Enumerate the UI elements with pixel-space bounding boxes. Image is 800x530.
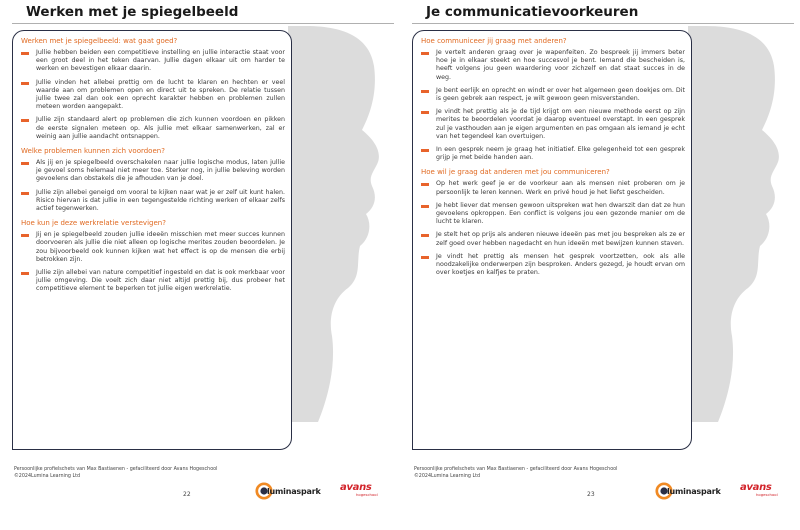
face-silhouette-graphic bbox=[288, 26, 398, 446]
section-heading: Hoe wil je graag dat anderen met jou communiceren? bbox=[421, 168, 610, 177]
bullet-icon bbox=[21, 119, 29, 122]
list-item: Op het werk geef je er de voorkeur aan als mensen niet proberen om je persoonlijk te leren kennen. Werk en privé houd je het liefst gescheiden. bbox=[421, 180, 685, 196]
list-item: Jij en je spiegelbeeld zouden jullie ideeën misschien met meer succes kunnen doorvoeren als jullie die niet alleen op logische merites zouden beoordelen. Je zou bijvoorbeeld ook kunnen kijken wat het effect is op de mensen die erbij betrokken zijn. bbox=[21, 231, 285, 264]
list-item: Jullie zijn allebei geneigd om vooral te kijken naar wat je er zelf uit kunt halen. Risico hiervan is dat jullie in een tegengestelde richting werken of elkaar zelfs actief tegenwerken. bbox=[21, 189, 285, 214]
bullet-icon bbox=[421, 90, 429, 93]
list-item: Je stelt het op prijs als anderen nieuwe ideeën pas met jou bespreken als ze er zelf goed over hebben nagedacht en hun ideeën met bewijzen kunnen staven. bbox=[421, 231, 685, 247]
bullet-icon bbox=[421, 205, 429, 208]
list-item: In een gesprek neem je graag het initiatief. Elke gelegenheid tot een gesprek grijp je met beide handen aan. bbox=[421, 146, 685, 162]
list-item: Je hebt liever dat mensen gewoon uitspreken wat hen dwarszit dan dat ze hun gevoelens opkroppen. Een conflict is volgens jou een gezonde manier om de lucht te klaren. bbox=[421, 202, 685, 227]
list-item: Jullie zijn allebei van nature competitief ingesteld en dat is ook merkbaar voor jullie omgeving. Die voelt zich daar niet altijd prettig bij, dus probeer het competitieve element te beperken tot jullie eigen werkrelatie. bbox=[21, 269, 285, 294]
bullet-icon bbox=[21, 272, 29, 275]
list-item: Je vindt het prettig als je de tijd krijgt om een nieuwe methode eerst op zijn merites te beoordelen voordat je daarop eventueel overstapt. In een gesprek zul je vasthouden aan je eigen argumenten en pas omgaan als iemand je echt van het tegendeel kan overtuigen. bbox=[421, 108, 685, 141]
face-silhouette-graphic bbox=[688, 26, 798, 446]
content-card bbox=[12, 30, 292, 450]
page-title: Je communicatievoorkeuren bbox=[426, 4, 639, 20]
bullet-icon bbox=[21, 82, 29, 85]
section-heading: Hoe communiceer jij graag met anderen? bbox=[421, 37, 567, 45]
bullet-icon bbox=[421, 183, 429, 186]
page-number: 23 bbox=[587, 491, 595, 498]
list-item: Je vindt het prettig als mensen het gesprek voortzetten, ook als alle noodzakelijke onderwerpen zijn besproken. Anders gezegd, je houdt ervan om over koetjes en kalfjes te praten. bbox=[421, 253, 685, 278]
title-divider bbox=[12, 23, 394, 24]
section-heading: Welke problemen kunnen zich voordoen? bbox=[21, 147, 165, 156]
bullet-icon bbox=[421, 52, 429, 55]
avans-logo: avans hogeschool bbox=[340, 482, 378, 497]
title-divider bbox=[412, 23, 794, 24]
list-item: Jullie vinden het allebei prettig om de lucht te klaren en hechten er veel waarde aan om problemen open en direct uit te spreken. De relatie tussen jullie twee zal dan ook een oprecht karakter hebben en problemen zullen meteen worden aangepakt. bbox=[21, 79, 285, 112]
bullet-icon bbox=[421, 111, 429, 114]
bullet-icon bbox=[421, 234, 429, 237]
luminaspark-logo: luminaspark bbox=[255, 482, 321, 500]
bullet-icon bbox=[21, 234, 29, 237]
content-card bbox=[412, 30, 692, 450]
bullet-icon bbox=[421, 256, 429, 259]
footer-text: Persoonlijke profielschets van Max Bastiaenen - gefaciliteerd door Avans Hogeschool ©2024Lumina Learning Ltd bbox=[14, 467, 218, 479]
bullet-icon bbox=[21, 162, 29, 165]
avans-logo: avans hogeschool bbox=[740, 482, 778, 497]
bullet-icon bbox=[421, 149, 429, 152]
page-number: 22 bbox=[183, 491, 191, 498]
list-item: Je vertelt anderen graag over je wapenfeiten. Zo bespreek jij immers beter hoe je in elkaar steekt en hoe succesvol je bent. Iemand die bescheiden is, heeft volgens jou geen waardering voor zichzelf en dat staat succes in de weg. bbox=[421, 49, 685, 82]
section-heading: Hoe kun je deze werkrelatie verstevigen? bbox=[21, 219, 166, 228]
bullet-icon bbox=[21, 52, 29, 55]
list-item: Jullie zijn standaard alert op problemen die zich kunnen voordoen en pikken de eerste signalen meteen op. Als jullie met elkaar samenwerken, zal er weinig aan jullie aandacht ontsnappen. bbox=[21, 116, 285, 141]
footer-text: Persoonlijke profielschets van Max Bastiaenen - gefaciliteerd door Avans Hogeschool ©2024Lumina Learning Ltd bbox=[414, 467, 618, 479]
page-right bbox=[400, 0, 800, 530]
bullet-icon bbox=[21, 192, 29, 195]
section-heading: Werken met je spiegelbeeld: wat gaat goed? bbox=[21, 37, 178, 45]
luminaspark-logo: luminaspark bbox=[655, 482, 721, 500]
page-title: Werken met je spiegelbeeld bbox=[26, 4, 239, 20]
list-item: Jullie hebben beiden een competitieve instelling en jullie interactie staat voor een groot deel in het teken daarvan. Jullie dagen elkaar uit om harder te werken en bevestigen elkaar daarin. bbox=[21, 49, 285, 74]
list-item: Je bent eerlijk en oprecht en windt er over het algemeen geen doekjes om. Dit is geen gebrek aan respect, je wilt gewoon geen misverstanden. bbox=[421, 87, 685, 103]
list-item: Als jij en je spiegelbeeld overschakelen naar jullie logische modus, laten jullie je gevoel soms helemaal niet meer toe. Sterker nog, in jullie beleving worden gevoelens dan obstakels die je afhouden van je doel. bbox=[21, 159, 285, 184]
